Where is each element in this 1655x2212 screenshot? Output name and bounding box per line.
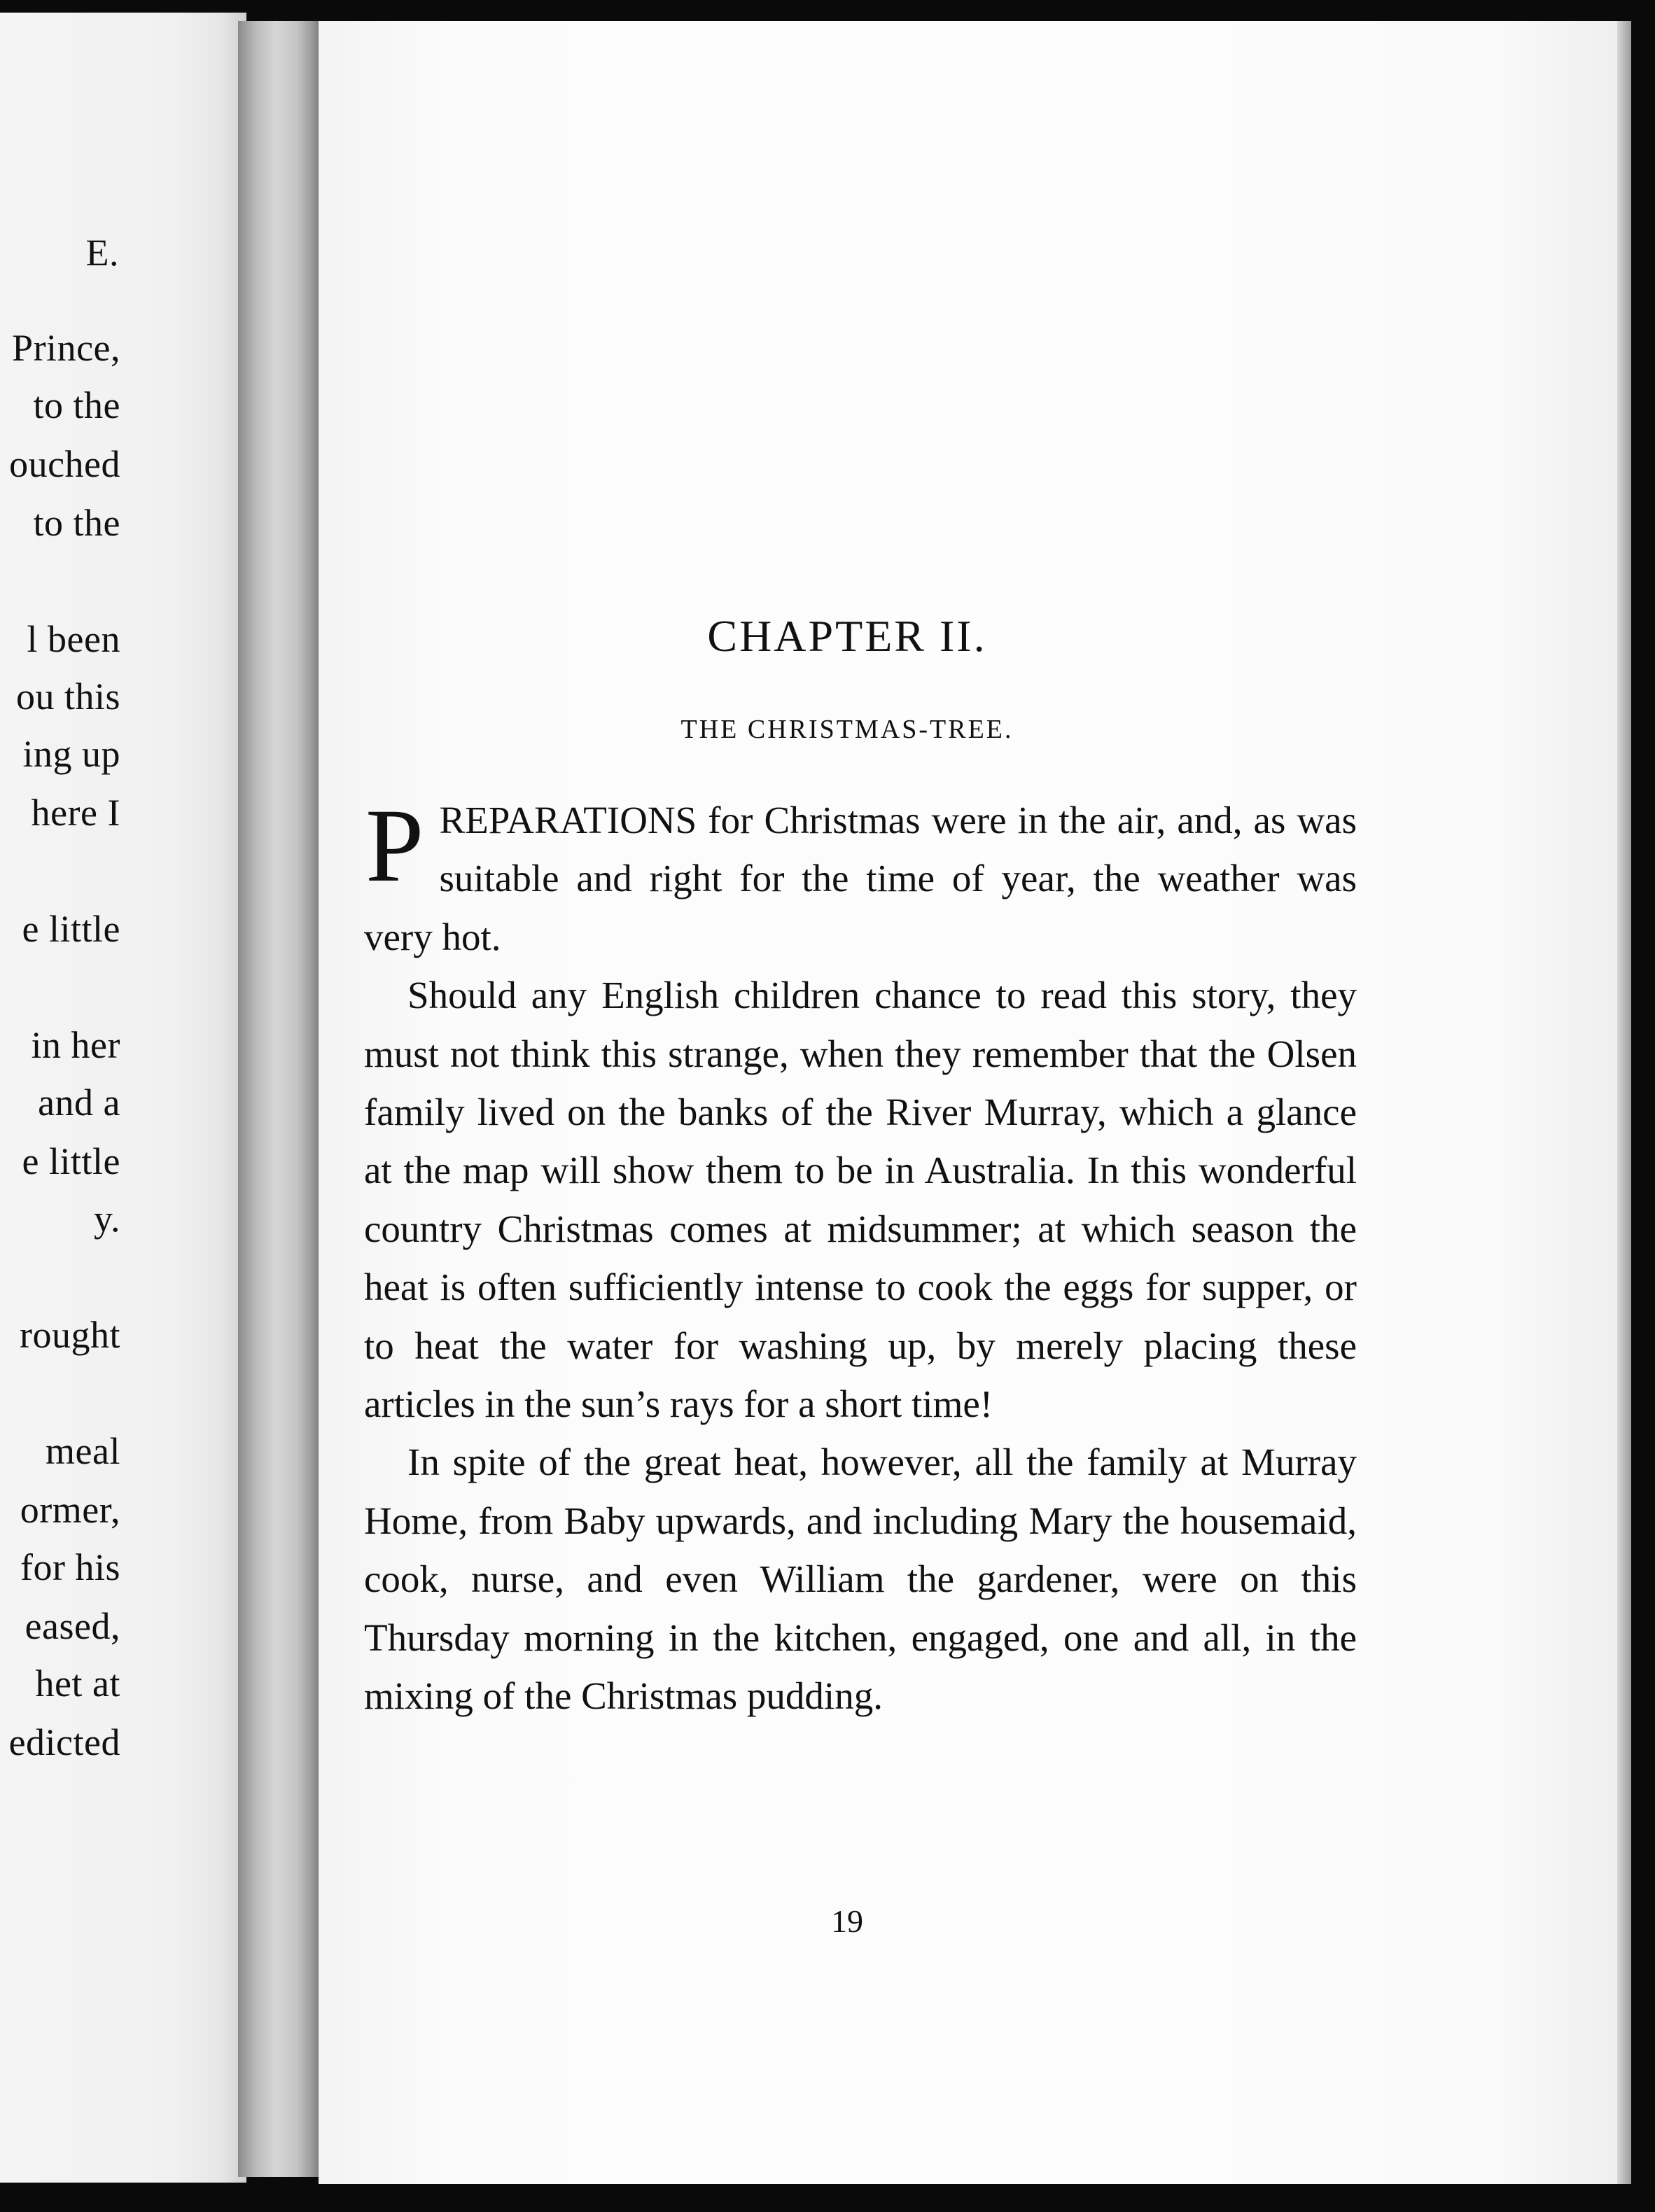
previous-page-line: eased, [25, 1605, 120, 1647]
previous-page-line: ou this [15, 676, 120, 718]
paragraph-text: REPARATIONS for Christmas were in the air, and, as was suitable and right for the time of year, the weather was very hot. [364, 799, 1357, 958]
previous-page-line: l been [27, 618, 120, 660]
previous-page-line: het at [35, 1662, 120, 1704]
paragraph: Should any English children chance to read this story, they must not think this strange, when they remember that the Olsen family lived on the banks of the River Murray, which a glance at the map will show them to be in Australia. In this wonderful country Christmas comes at midsummer; at which season the heat is often sufficiently intense to cook the eggs for supper, or to heat the water for washing up, by merely placing these articles in the sun’s rays for a short time! [364, 974, 1357, 1426]
page-edge [1617, 21, 1631, 2184]
previous-page-line: here I [31, 792, 120, 834]
previous-page-line: meal [46, 1430, 120, 1472]
previous-page-line: for his [20, 1546, 120, 1588]
previous-page-line: y. [94, 1198, 120, 1240]
previous-page-line: to the [33, 502, 120, 544]
drop-cap: P [365, 788, 424, 904]
chapter-body [364, 788, 1357, 1726]
previous-page-line: ouched [9, 443, 120, 485]
previous-page-line: and a [38, 1082, 120, 1124]
previous-page-line: in her [31, 1024, 120, 1066]
page-number: 19 [831, 1903, 863, 1939]
chapter-heading: CHAPTER II. [707, 611, 987, 661]
previous-page-line: ing up [22, 733, 120, 775]
previous-page-line: ormer, [20, 1489, 120, 1531]
previous-page-line: edicted [8, 1721, 120, 1763]
previous-page-line: to the [33, 384, 120, 426]
previous-page-line: rought [20, 1314, 120, 1356]
chapter-subtitle: THE CHRISTMAS-TREE. [680, 715, 1014, 744]
paragraph: In spite of the great heat, however, all the family at Murray Home, from Baby upwards, and including Mary the housemaid, cook, nurse, and even William the gardener, were on this Thursday morning in the kitchen, engaged, one and all, in the mixing of the Christmas pudding. [364, 1441, 1357, 1718]
book-gutter [238, 21, 322, 2177]
paragraph [364, 788, 1357, 966]
previous-page-line: e little [22, 908, 120, 950]
previous-page-line: E. [85, 232, 119, 274]
previous-page [0, 13, 246, 2183]
previous-page-line: e little [22, 1140, 120, 1182]
previous-page-line: Prince, [12, 327, 120, 369]
